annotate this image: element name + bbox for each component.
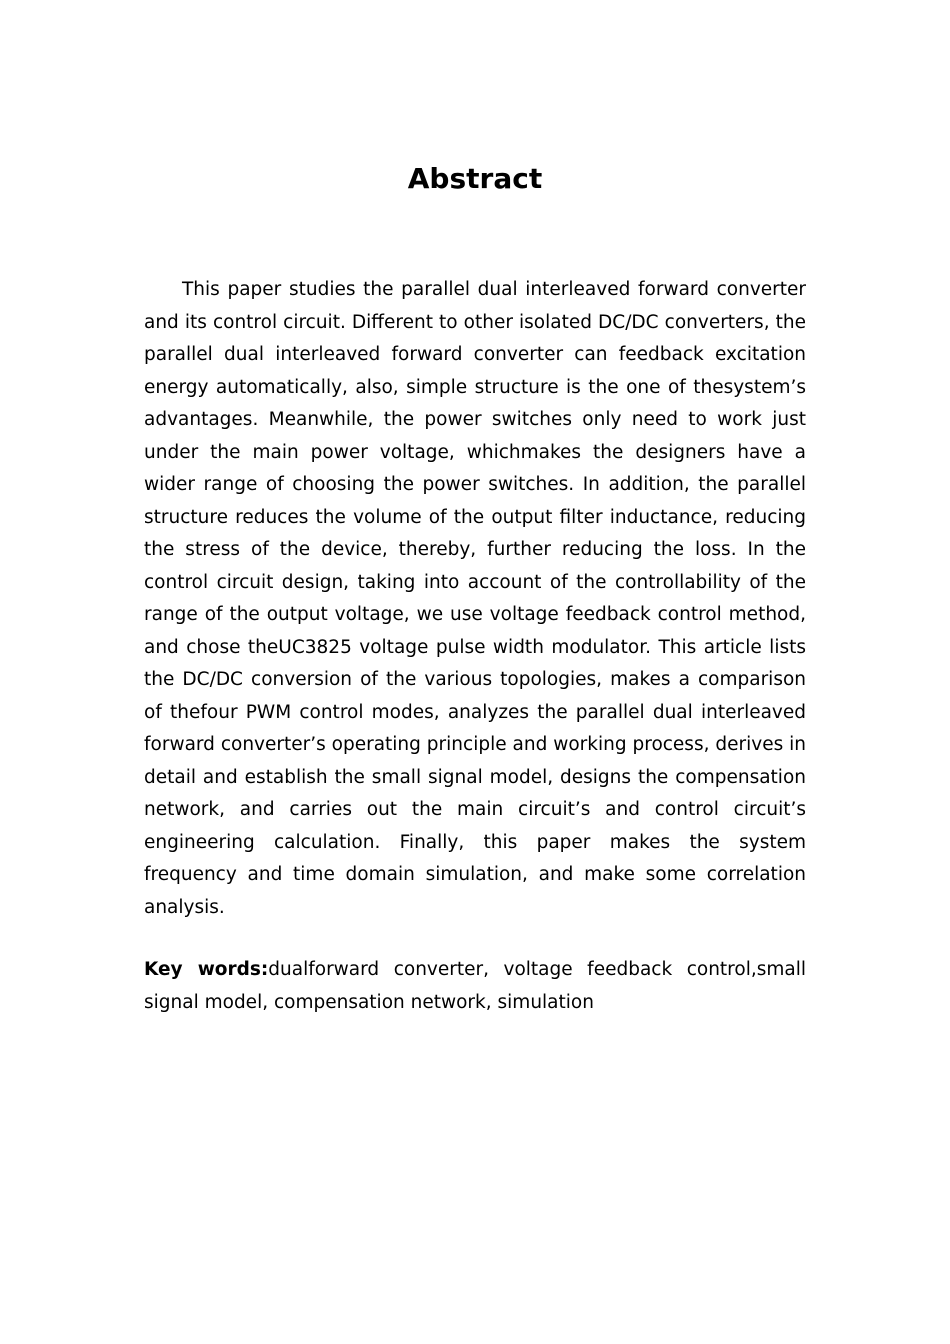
keywords-label: Key words: <box>144 959 269 980</box>
abstract-body: This paper studies the parallel dual interleaved forward converter and its control circuit. Different to other isolated DC/DC converters, the parallel dual interleaved forward converter can feedback excitation energy automatically, also, simple structure is the one of thesystem’s advantages. Meanwhile, the power switches only need to work just under the main power voltage, whichmakes the designers have a wider range of choosing the power switches. In addition, the parallel structure reduces the volume of the output filter inductance, reducing the stress of the device, thereby, further reducing the loss. In the control circuit design, taking into account of the controllability of the range of the output voltage, we use voltage feedback control method, and chose theUC3825 voltage pulse width modulator. This article lists the DC/DC conversion of the various topologies, makes a comparison of thefour PWM control modes, analyzes the parallel dual interleaved forward converter’s operating principle and working process, derives in detail and establish the small signal model, designs the compensation network, and carries out the main circuit’s and control circuit’s engineering calculation. Finally, this paper makes the system frequency and time domain simulation, and make some correlation analysis. <box>144 279 806 918</box>
keywords-text: dualforward converter, voltage feedback control,small signal model, compensation network, simulation <box>144 959 806 1013</box>
keywords-paragraph <box>144 954 806 1019</box>
abstract-title: Abstract <box>407 162 543 195</box>
